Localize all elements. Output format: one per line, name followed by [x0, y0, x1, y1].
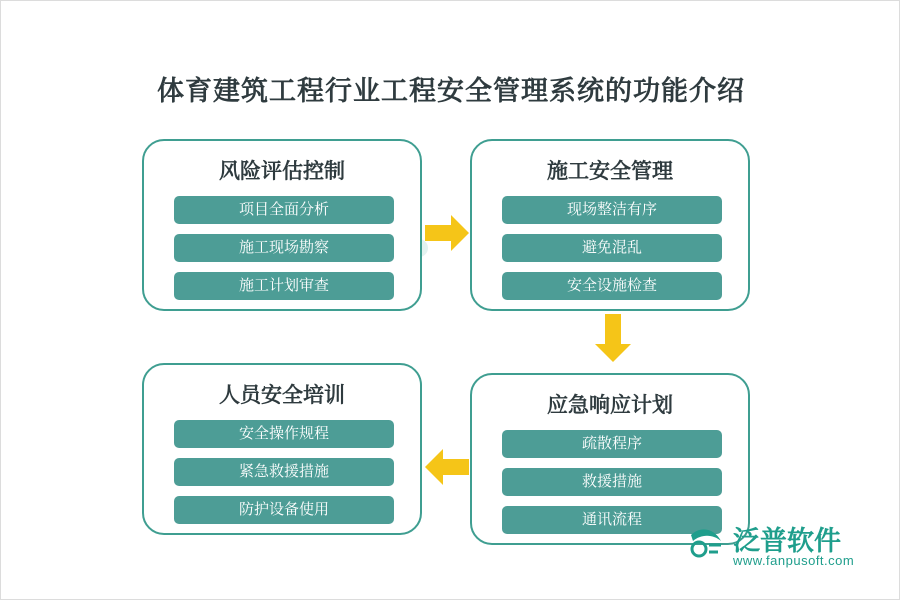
card-title: 风险评估控制 — [219, 160, 345, 183]
brand-url: www.fanpusoft.com — [733, 553, 855, 568]
card-title: 应急响应计划 — [547, 394, 673, 417]
card-item[interactable]: 通讯流程 — [502, 506, 722, 534]
card-item[interactable]: 项目全面分析 — [174, 196, 394, 224]
card-personnel-training[interactable] — [142, 363, 422, 535]
card-risk-assessment[interactable] — [142, 139, 422, 311]
page-title: 体育建筑工程行业工程安全管理系统的功能介绍 — [157, 76, 745, 106]
brand-logo — [687, 519, 877, 577]
arrow-down-icon — [593, 314, 633, 367]
card-item[interactable]: 施工现场勘察 — [174, 234, 394, 262]
arrow-right-icon — [425, 213, 469, 258]
card-item[interactable]: 避免混乱 — [502, 234, 722, 262]
card-item[interactable]: 现场整洁有序 — [502, 196, 722, 224]
card-item[interactable]: 安全操作规程 — [174, 420, 394, 448]
card-item[interactable]: 防护设备使用 — [174, 496, 394, 524]
arrow-left-icon — [425, 447, 469, 492]
card-item[interactable]: 救援措施 — [502, 468, 722, 496]
card-item[interactable]: 施工计划审查 — [174, 272, 394, 300]
card-title: 施工安全管理 — [547, 160, 673, 183]
card-item[interactable]: 疏散程序 — [502, 430, 722, 458]
brand-name: 泛普软件 — [733, 526, 841, 556]
card-item[interactable]: 安全设施检查 — [502, 272, 722, 300]
card-item[interactable]: 紧急救援措施 — [174, 458, 394, 486]
card-title: 人员安全培训 — [219, 384, 345, 407]
brand-mark-icon — [687, 521, 727, 561]
card-construction-safety[interactable] — [470, 139, 750, 311]
